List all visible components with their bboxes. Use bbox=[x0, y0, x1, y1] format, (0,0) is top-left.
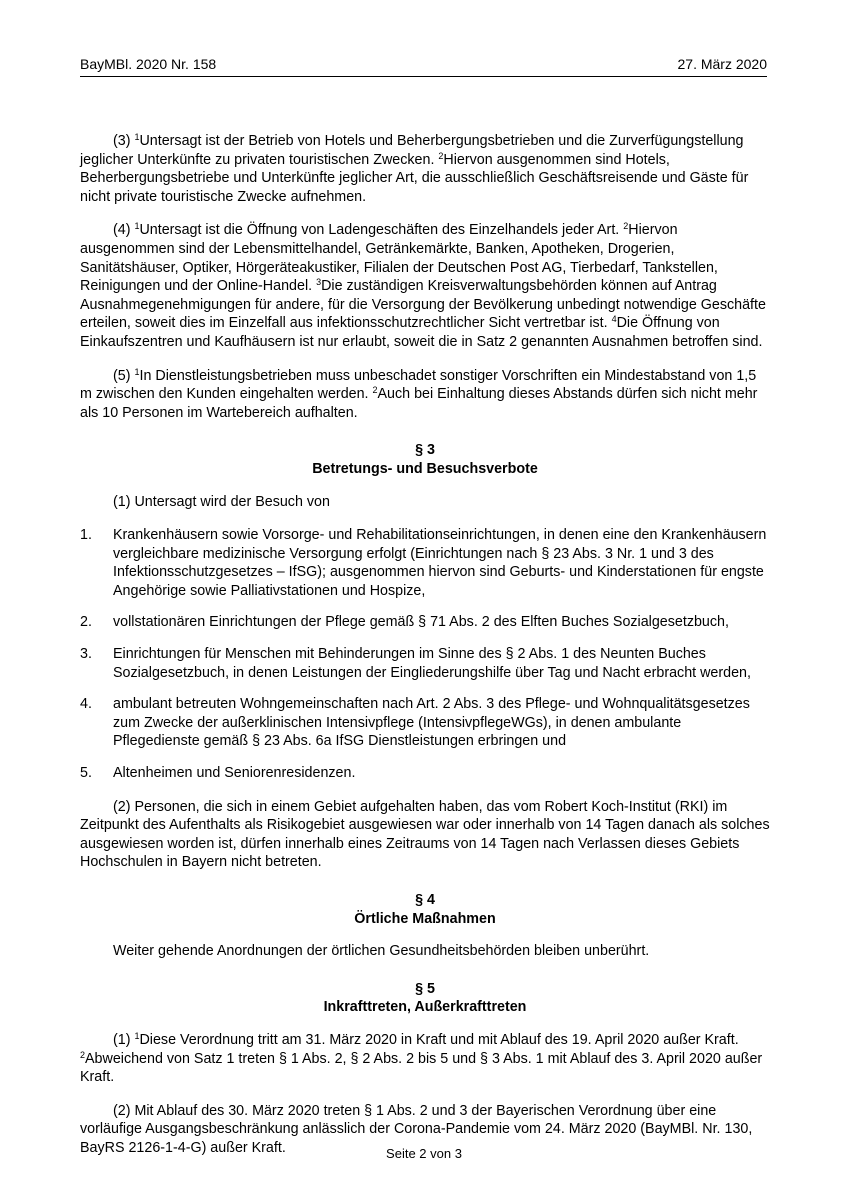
list-item: 1. Krankenhäusern sowie Vorsorge- und Rehabilitationseinrichtungen, in denen eine den Krankenhäusern vergleichbare medizinische Versorgung erfolgt (Einrichtungen nach § 23 Abs. 3 Nr. 1 und 3 des Infektionsschutzgesetzes – IfSG); ausgenommen hiervon sind Geburts- und Kinderstationen für engste Angehörige sowie Palliativstationen und Hospize, bbox=[80, 527, 767, 599]
section-5-paragraph-2: (2) Mit Ablauf des 30. März 2020 treten § 1 Abs. 2 und 3 der Bayerischen Verordnung über eine vorläufige Ausgangsbeschränkung anlässlich der Corona-Pandemie vom 24. März 2020 (BayMBl. Nr. 130, BayRS 2126-1-4-G) außer Kraft. bbox=[80, 1102, 753, 1156]
document-body bbox=[80, 132, 770, 1173]
section-5-paragraph-1: (1) $^1$Diese Verordnung tritt am 31. März 2020 in Kraft und mit Ablauf des 19. April 2020 außer Kraft. $^2$Abweichend von Satz 1 treten § 1 Abs. 2, § 2 Abs. 2 bis 5 und § 3 Abs. 1 mit Ablauf des 3. April 2020 außer Kraft. bbox=[80, 1030, 763, 1086]
section-number: § 3 bbox=[415, 442, 435, 459]
header-rule bbox=[80, 76, 767, 77]
list-item: 4. ambulant betreuten Wohngemeinschaften nach Art. 2 Abs. 3 des Pflege- und Wohnqualitätsgesetzes zum Zwecke der außerklinischen Intensivpflege (IntensivpflegeWGs), in denen ambulante Pflegedienste gemäß § 23 Abs. 6a IfSG Dienstleistungen erbringen und bbox=[80, 696, 750, 750]
section-4-text: Weiter gehende Anordnungen der örtlichen Gesundheitsbehörden bleiben unberührt. bbox=[113, 943, 650, 960]
section-title: Örtliche Maßnahmen bbox=[354, 910, 496, 927]
section-4-heading bbox=[80, 891, 770, 928]
list-item: 2. vollstationären Einrichtungen der Pflege gemäß § 71 Abs. 2 des Elften Buches Sozialgesetzbuch, bbox=[80, 614, 729, 631]
paragraph-5: (5) $^1$In Dienstleistungsbetrieben muss unbeschadet sonstiger Vorschriften ein Mindestabstand von 1,5 m zwischen den Kunden eingehalten werden. $^2$Auch bei Einhaltung dieses Abstands dürfen sich nicht mehr als 10 Personen im Wartebereich aufhalten. bbox=[80, 366, 758, 421]
list-item: 3. Einrichtungen für Menschen mit Behinderungen im Sinne des § 2 Abs. 1 des Neunten Buches Sozialgesetzbuch, in denen Leistungen der Eingliederungshilfe über Tag und Nacht erbracht werden, bbox=[80, 646, 751, 681]
section-5-heading bbox=[80, 980, 770, 1017]
section-title: Betretungs- und Besuchsverbote bbox=[312, 460, 538, 477]
list-item: 5. Altenheimen und Seniorenresidenzen. bbox=[80, 765, 356, 782]
section-number: § 4 bbox=[415, 892, 435, 908]
header-date: 27. März 2020 bbox=[677, 56, 767, 72]
page-number: Seite 2 von 3 bbox=[386, 1146, 462, 1161]
header-citation: BayMBl. 2020 Nr. 158 bbox=[80, 56, 217, 72]
paragraph-4: (4) $^1$Untersagt ist die Öffnung von Ladengeschäften des Einzelhandels jeder Art. $^2$Hiervon ausgenommen sind der Lebensmittelhandel, Getränkemärkte, Banken, Apotheken, Drogerien, Sanitätshäuser, Optiker, Hörgeräteakustiker, Filialen der Deutschen Post AG, Tierbedarf, Tankstellen, Reinigungen und der Online-Handel. $^3$Die zuständigen Kreisverwaltungsbehörden können auf Antrag Ausnahmegenehmigungen für andere, für die Versorgung der Bevölkerung unbedingt notwendige Geschäfte erteilen, soweit dies im Einzelfall aus infektionsschutzrechtlicher Sicht vertretbar ist. $^4$Die Öffnung von Einkaufszentren und Kaufhäusern ist nur erlaubt, soweit die in Satz 2 genannten Ausnahmen betroffen sind. bbox=[80, 221, 766, 350]
section-3-heading bbox=[80, 441, 770, 478]
section-3-intro: (1) Untersagt wird der Besuch von bbox=[113, 493, 330, 510]
paragraph-3: (3) $^1$Untersagt ist der Betrieb von Hotels und Beherbergungsbetrieben und die Zurverfügungstellung jeglicher Unterkünfte zu privaten touristischen Zwecken. $^2$Hiervon ausgenommen sind Hotels, Beherbergungsbetriebe und Unterkünfte jeglicher Art, die ausschließlich Geschäftsreisende und Gäste für nicht private touristische Zwecke aufnehmen. bbox=[80, 132, 749, 205]
section-number: § 5 bbox=[415, 980, 435, 997]
section-3-paragraph-2: (2) Personen, die sich in einem Gebiet aufgehalten haben, das vom Robert Koch-Institut (RKI) im Zeitpunkt des Aufenthalts als Risikogebiet ausgewiesen war oder innerhalb von 14 Tagen danach als solches ausgewiesen worden ist, dürfen innerhalb eines Zeitraums von 14 Tagen nach Verlassen dieses Gebiets Hochschulen in Bayern nicht betreten. bbox=[80, 798, 770, 871]
section-title: Inkrafttreten, Außerkrafttreten bbox=[323, 999, 527, 1016]
